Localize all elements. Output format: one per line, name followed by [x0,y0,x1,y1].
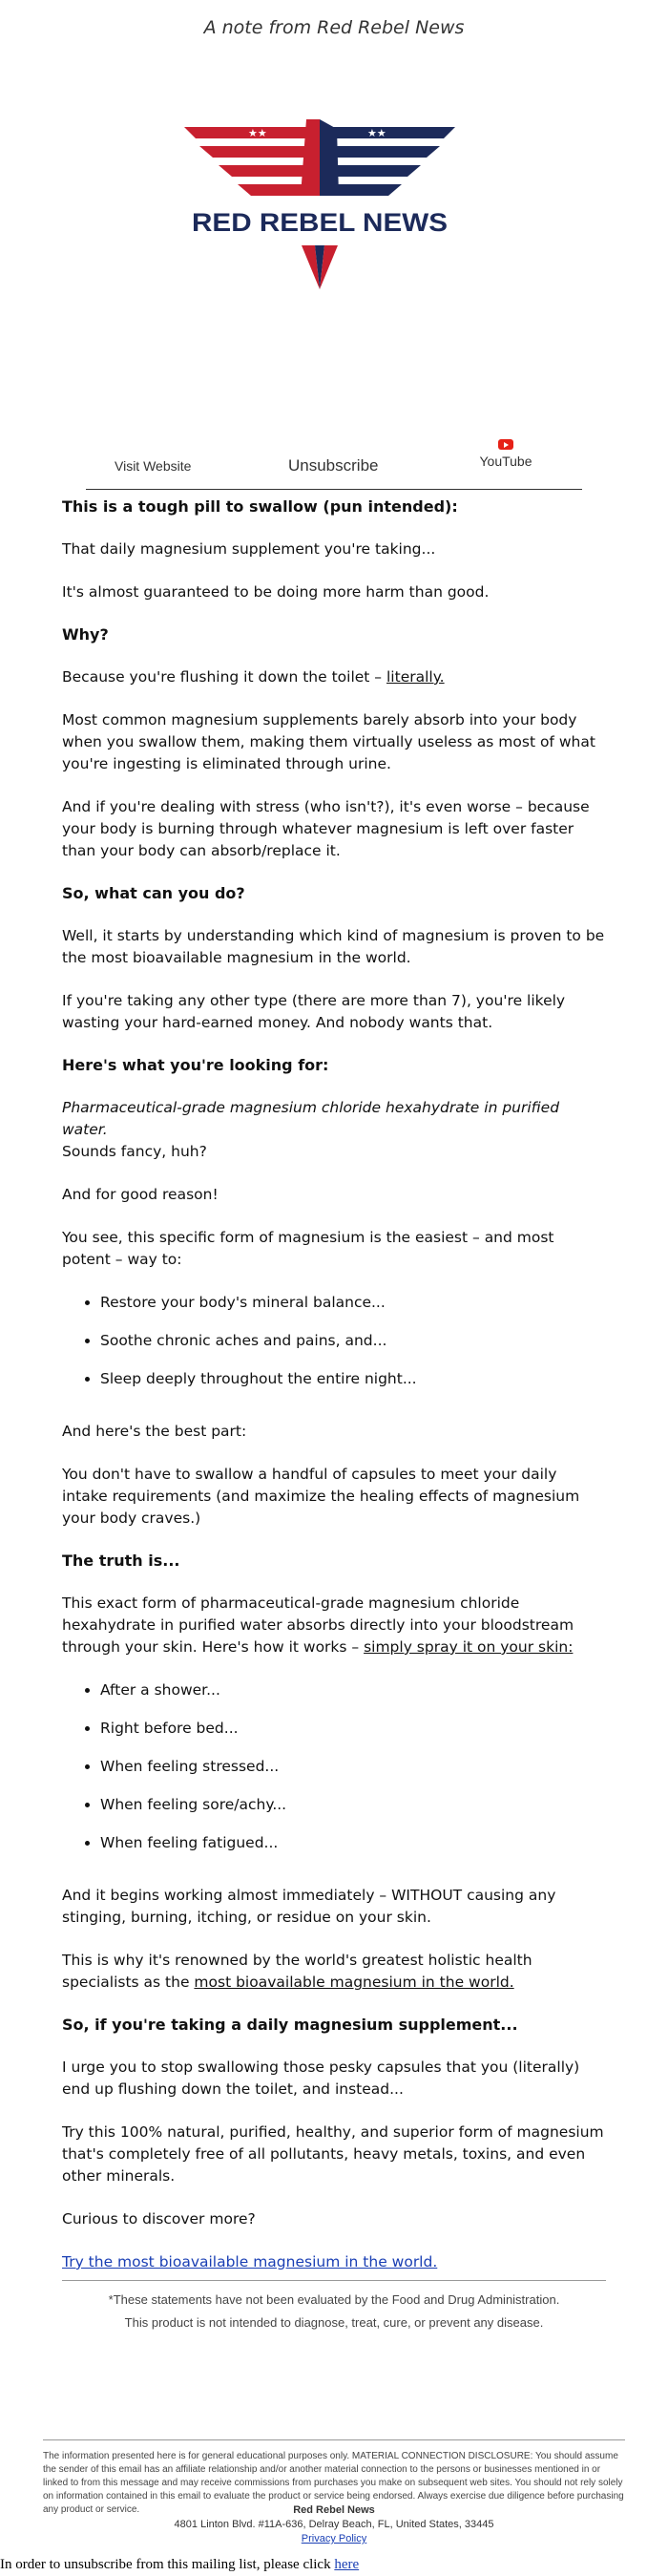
brand-name: RED REBEL NEWS [192,208,448,237]
paragraph: Curious to discover more? [62,2210,256,2228]
heading-why: Why? [62,625,109,644]
youtube-label: YouTube [479,454,532,469]
red-rebel-news-logo[interactable] [177,119,463,296]
paragraph: If you're taking any other type (there are more than 7), you're likely wasting your hard-earned money. And nobody wants that. [62,992,566,1031]
paragraph: It's almost guaranteed to be doing more harm than good. [62,583,490,601]
heading-truth: The truth is... [62,1552,180,1570]
paragraph: You see, this specific form of magnesium is the easiest – and most potent – way to: [62,1229,554,1268]
list-item: • Soothe chronic aches and pains, and... [100,1330,606,1352]
paragraph: And it begins working almost immediately – WITHOUT causing any stinging, burning, itching, or residue on your skin. [62,1887,556,1926]
paragraph: And here's the best part: [62,1423,247,1440]
footer-disclosure: The information presented here is for general educational purposes only. MATERIAL CONNECTION DISCLOSURE: You should assume the sender of this email has an affiliate relationship and/or another material connection to the persons or businesses mentioned in or linked to from this message and may receive commissions from purchases you make on subsequent web sites. You should not rely solely on information contained in this email to evaluate the product or service being endorsed. Always exercise due diligence before purchasing any product or service. [43,2439,625,2517]
svg-text:★★: ★★ [367,127,386,139]
heading-daily-supplement: So, if you're taking a daily magnesium supplement... [62,2016,518,2034]
paragraph: You don't have to swallow a handful of capsules to meet your daily intake requirements (and maximize the healing effects of magnesium your body craves.) [62,1466,580,1527]
list-item: • When feeling fatigued... [100,1832,606,1854]
heading-what-can-you-do: So, what can you do? [62,884,245,902]
youtube-link[interactable] [477,439,534,469]
list-item: • Restore your body's mineral balance... [100,1292,606,1314]
paragraph: Pharmaceutical-grade magnesium chloride hexahydrate in purified water. Sounds fancy, huh? [62,1099,560,1160]
paragraph [62,2251,606,2273]
fda-disclaimer [62,2280,606,2334]
paragraph: And for good reason! [62,1186,219,1203]
spray-link[interactable]: simply spray it on your skin: [364,1638,574,1656]
paragraph: Most common magnesium supplements barely absorb into your body when you swallow them, making them virtually useless as most of what you're ingesting is eliminated through urine. [62,711,595,772]
unsubscribe-here-link[interactable]: here [334,2557,360,2572]
privacy-policy-link[interactable]: Privacy Policy [301,2533,367,2544]
list-item: • When feeling sore/achy... [100,1794,606,1816]
disclaimer-line: *These statements have not been evaluated by the Food and Drug Administration. [108,2292,560,2307]
paragraph: This is why it's renowned by the world's greatest holistic health specialists as the most bioavailable magnesium in the world. [62,1952,532,1991]
benefits-list [62,1292,606,1390]
list-item: • Right before bed... [100,1718,606,1740]
svg-text:★★: ★★ [248,127,267,139]
paragraph: Well, it starts by understanding which kind of magnesium is proven to be the most bioavailable magnesium in the world. [62,927,605,966]
email-nav [86,439,582,490]
company-name: Red Rebel News [293,2504,375,2516]
heading-looking-for: Here's what you're looking for: [62,1056,329,1074]
paragraph: I urge you to stop swallowing those pesky capsules that you (literally) end up flushing down the toilet, and instead... [62,2059,580,2098]
visit-website-link[interactable]: Visit Website [115,458,192,474]
preheader: A note from Red Rebel News [203,17,465,38]
email-body [62,496,606,2294]
paragraph: That daily magnesium supplement you're taking... [62,540,436,558]
bioavailable-link[interactable]: most bioavailable magnesium in the world. [194,1974,514,1991]
unsubscribe-line: In order to unsubscribe from this mailing list, please click here [0,2557,360,2572]
list-item: • After a shower... [100,1679,606,1701]
paragraph: This exact form of pharmaceutical-grade magnesium chloride hexahydrate in purified water absorbs directly into your bloodstream through your skin. Here's how it works – simply spray it on your skin: [62,1594,574,1656]
paragraph: And if you're dealing with stress (who isn't?), it's even worse – because your body is burning through whatever magnesium is left over faster than your body can absorb/replace it. [62,798,590,859]
heading-tough-pill: This is a tough pill to swallow (pun intended): [62,497,458,516]
list-item: • Sleep deeply throughout the entire night... [100,1368,606,1390]
address: 4801 Linton Blvd. #11A-636, Delray Beach, FL, United States, 33445 [174,2519,494,2530]
paragraph: Try this 100% natural, purified, healthy, and superior form of magnesium that's completely free of all pollutants, heavy metals, toxins, and even other minerals. [62,2123,604,2185]
literally-link[interactable]: literally. [386,668,445,686]
paragraph: Because you're flushing it down the toilet – literally. [62,668,445,686]
usage-list [62,1679,606,1854]
eagle-logo-icon [177,119,463,296]
disclaimer-line: This product is not intended to diagnose, treat, cure, or prevent any disease. [124,2315,544,2330]
list-item: • When feeling stressed... [100,1756,606,1778]
footer-address [0,2503,668,2546]
youtube-icon [498,439,513,450]
unsubscribe-link[interactable]: Unsubscribe [288,456,379,475]
cta-link[interactable]: Try the most bioavailable magnesium in the world. [62,2253,438,2270]
